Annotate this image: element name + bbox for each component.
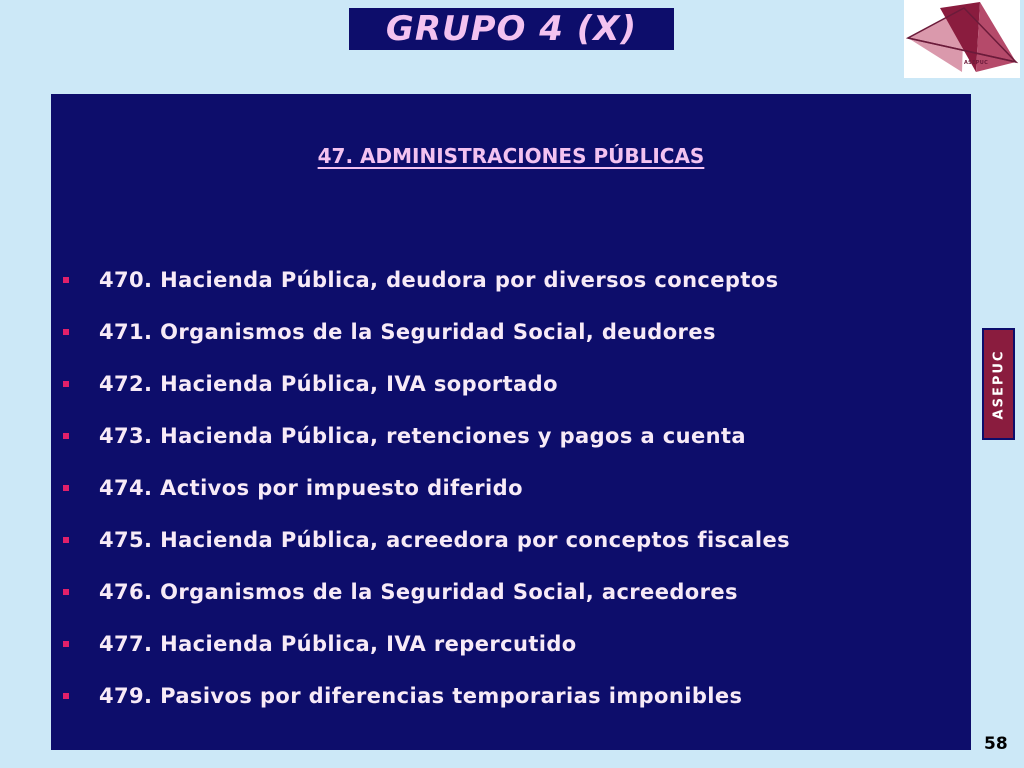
title-box <box>349 8 674 50</box>
square-bullet-icon <box>63 589 69 595</box>
square-bullet-icon <box>63 433 69 439</box>
list-item <box>63 618 790 670</box>
side-badge <box>982 328 1015 440</box>
square-bullet-icon <box>63 537 69 543</box>
list-item <box>63 462 790 514</box>
square-bullet-icon <box>63 329 69 335</box>
asepuc-logo <box>904 0 1020 78</box>
square-bullet-icon <box>63 693 69 699</box>
account-label: 470. Hacienda Pública, deudora por diversos conceptos <box>99 268 779 292</box>
account-label: 472. Hacienda Pública, IVA soportado <box>99 372 558 396</box>
slide-title: GRUPO 4 (X) <box>385 9 638 49</box>
account-label: 474. Activos por impuesto diferido <box>99 476 523 500</box>
list-item <box>63 254 790 306</box>
account-list <box>63 254 790 722</box>
section-heading: 47. ADMINISTRACIONES PÚBLICAS <box>317 144 705 168</box>
list-item <box>63 514 790 566</box>
asepuc-logo-icon <box>904 0 1020 78</box>
list-item <box>63 566 790 618</box>
account-label: 475. Hacienda Pública, acreedora por conceptos fiscales <box>99 528 791 552</box>
side-badge-label: ASEPUC <box>991 349 1006 419</box>
account-label: 477. Hacienda Pública, IVA repercutido <box>99 632 577 656</box>
list-item <box>63 410 790 462</box>
square-bullet-icon <box>63 641 69 647</box>
list-item <box>63 358 790 410</box>
account-label: 473. Hacienda Pública, retenciones y pagos a cuenta <box>99 424 746 448</box>
page-number: 58 <box>984 734 1008 754</box>
account-label: 476. Organismos de la Seguridad Social, acreedores <box>99 580 738 604</box>
square-bullet-icon <box>63 277 69 283</box>
square-bullet-icon <box>63 485 69 491</box>
content-panel <box>51 94 971 750</box>
square-bullet-icon <box>63 381 69 387</box>
logo-label: ASEPUC <box>964 60 989 66</box>
list-item <box>63 670 790 722</box>
account-label: 479. Pasivos por diferencias temporarias imponibles <box>99 684 743 708</box>
list-item <box>63 306 790 358</box>
account-label: 471. Organismos de la Seguridad Social, deudores <box>99 320 716 344</box>
